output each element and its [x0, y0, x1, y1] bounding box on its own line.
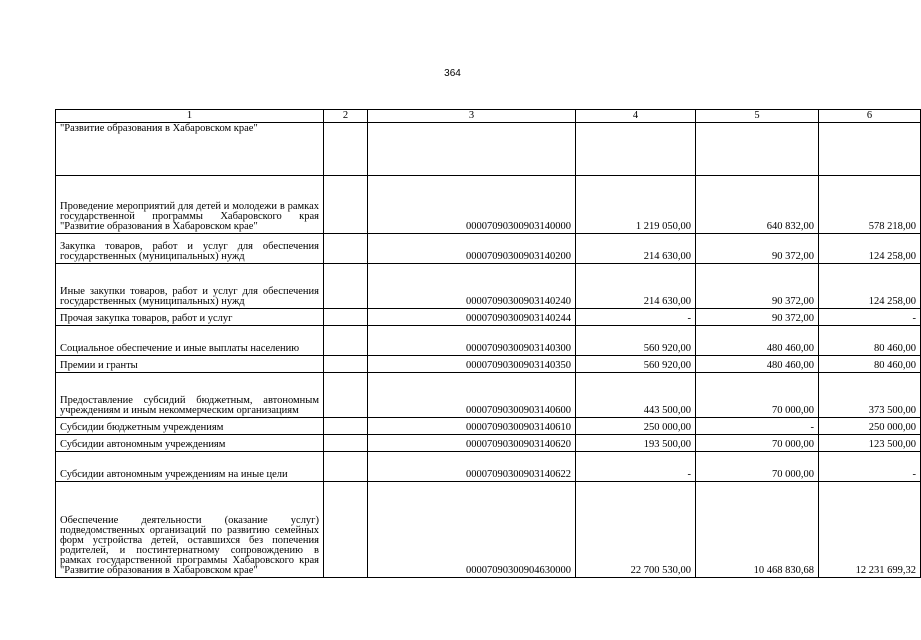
row-code	[368, 123, 576, 176]
row-name: Иные закупки товаров, работ и услуг для обеспечения государственных (муниципальных) нужд	[56, 264, 324, 309]
header-col-1: 1	[56, 110, 324, 123]
row-name: Субсидии бюджетным учреждениям	[56, 418, 324, 435]
table-row	[56, 309, 921, 326]
row-code: 00007090300903140610	[368, 418, 576, 435]
budget-table	[55, 109, 921, 578]
table-row	[56, 264, 921, 309]
row-value-4: 443 500,00	[576, 373, 696, 418]
row-name: Предоставление субсидий бюджетным, автономным учреждениям и иным некоммерческим организациям	[56, 373, 324, 418]
row-value-5: 480 460,00	[696, 326, 819, 356]
row-col2	[324, 176, 368, 234]
row-name: Премии и гранты	[56, 356, 324, 373]
table-row	[56, 176, 921, 234]
row-value-5: -	[696, 418, 819, 435]
row-name: Прочая закупка товаров, работ и услуг	[56, 309, 324, 326]
row-code: 00007090300903140200	[368, 234, 576, 264]
row-value-4: 250 000,00	[576, 418, 696, 435]
row-code: 00007090300904630000	[368, 482, 576, 578]
row-value-6: 124 258,00	[819, 264, 921, 309]
row-value-5: 70 000,00	[696, 435, 819, 452]
row-name: Проведение мероприятий для детей и молодежи в рамках государственной программы Хабаровского края "Развитие образования в Хабаровском крае"	[56, 176, 324, 234]
page-number: 364	[444, 68, 461, 79]
row-value-4: 214 630,00	[576, 234, 696, 264]
row-col2	[324, 264, 368, 309]
table-row	[56, 356, 921, 373]
header-col-4: 4	[576, 110, 696, 123]
row-value-6: 373 500,00	[819, 373, 921, 418]
row-value-4	[576, 123, 696, 176]
row-code: 00007090300903140244	[368, 309, 576, 326]
row-code: 00007090300903140600	[368, 373, 576, 418]
row-value-6: 12 231 699,32	[819, 482, 921, 578]
row-col2	[324, 452, 368, 482]
table-row	[56, 435, 921, 452]
row-col2	[324, 123, 368, 176]
row-value-6: 124 258,00	[819, 234, 921, 264]
row-value-4: 1 219 050,00	[576, 176, 696, 234]
table-row	[56, 123, 921, 176]
row-value-6: -	[819, 309, 921, 326]
row-value-5: 640 832,00	[696, 176, 819, 234]
table-row	[56, 452, 921, 482]
row-code: 00007090300903140240	[368, 264, 576, 309]
header-col-6: 6	[819, 110, 921, 123]
row-name: "Развитие образования в Хабаровском крае"	[56, 123, 324, 176]
row-value-5: 480 460,00	[696, 356, 819, 373]
row-name: Социальное обеспечение и иные выплаты населению	[56, 326, 324, 356]
header-col-2: 2	[324, 110, 368, 123]
row-code: 00007090300903140300	[368, 326, 576, 356]
row-value-4: 560 920,00	[576, 356, 696, 373]
row-col2	[324, 482, 368, 578]
row-value-5: 70 000,00	[696, 373, 819, 418]
row-code: 00007090300903140350	[368, 356, 576, 373]
row-code: 00007090300903140000	[368, 176, 576, 234]
row-col2	[324, 356, 368, 373]
row-value-6	[819, 123, 921, 176]
row-value-5: 10 468 830,68	[696, 482, 819, 578]
row-col2	[324, 435, 368, 452]
row-name: Закупка товаров, работ и услуг для обеспечения государственных (муниципальных) нужд	[56, 234, 324, 264]
header-row	[56, 110, 921, 123]
row-value-6: 578 218,00	[819, 176, 921, 234]
header-col-3: 3	[368, 110, 576, 123]
row-value-6: 250 000,00	[819, 418, 921, 435]
row-value-6: 123 500,00	[819, 435, 921, 452]
row-value-5: 90 372,00	[696, 309, 819, 326]
row-col2	[324, 418, 368, 435]
table-row	[56, 326, 921, 356]
row-value-6: 80 460,00	[819, 356, 921, 373]
row-code: 00007090300903140620	[368, 435, 576, 452]
row-value-4: 193 500,00	[576, 435, 696, 452]
row-col2	[324, 326, 368, 356]
row-value-5: 90 372,00	[696, 264, 819, 309]
row-code: 00007090300903140622	[368, 452, 576, 482]
row-value-6: -	[819, 452, 921, 482]
table-row	[56, 482, 921, 578]
row-col2	[324, 309, 368, 326]
header-col-5: 5	[696, 110, 819, 123]
row-col2	[324, 234, 368, 264]
row-col2	[324, 373, 368, 418]
table-row	[56, 373, 921, 418]
row-value-4: 214 630,00	[576, 264, 696, 309]
row-name: Субсидии автономным учреждениям на иные цели	[56, 452, 324, 482]
table-row	[56, 234, 921, 264]
row-value-5: 90 372,00	[696, 234, 819, 264]
row-name: Субсидии автономным учреждениям	[56, 435, 324, 452]
row-value-5	[696, 123, 819, 176]
table-row	[56, 418, 921, 435]
row-name: Обеспечение деятельности (оказание услуг) подведомственных организаций по развитию семейных форм устройства детей, оставшихся без попечения родителей, и постинтернатному сопровождению в рамках государственной программы Хабаровского края "Развитие образования в Хабаровском крае"	[56, 482, 324, 578]
row-value-6: 80 460,00	[819, 326, 921, 356]
row-value-4: -	[576, 309, 696, 326]
row-value-4: 560 920,00	[576, 326, 696, 356]
row-value-4: -	[576, 452, 696, 482]
row-value-5: 70 000,00	[696, 452, 819, 482]
row-value-4: 22 700 530,00	[576, 482, 696, 578]
